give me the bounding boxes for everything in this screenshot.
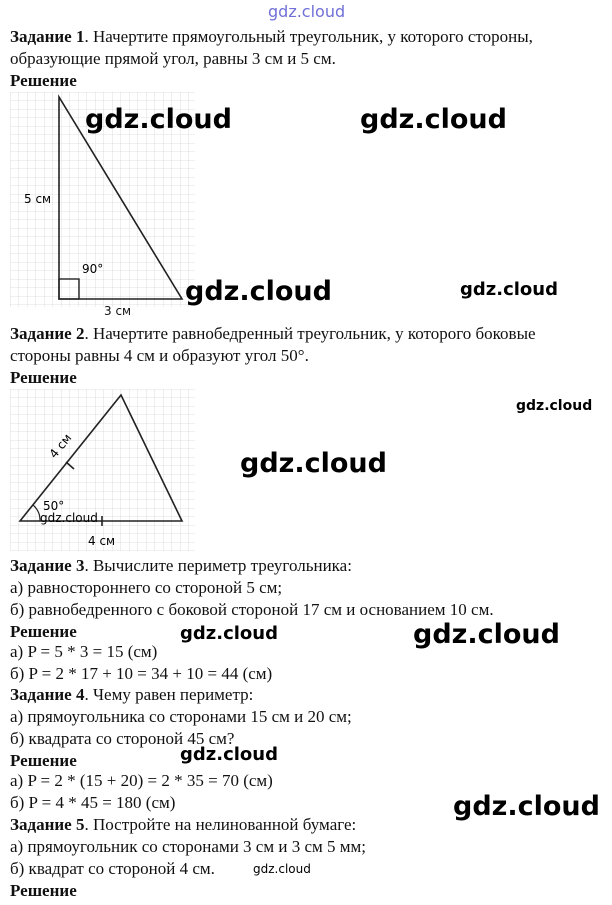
task4-solution-a: а) P = 2 * (15 + 20) = 2 * 35 = 70 (см): [10, 771, 273, 790]
task1-side-b-label: 3 см: [104, 304, 132, 318]
task2-solution-heading: Решение: [10, 368, 77, 387]
base-label: 4 см: [88, 534, 116, 548]
angle-label: 90°: [82, 262, 104, 276]
task4-solution-b: б) P = 4 * 45 = 180 (см): [10, 793, 176, 812]
task3-solution-a: а) P = 5 * 3 = 15 (см): [10, 642, 158, 661]
side-a-label: 5 см: [24, 192, 52, 206]
task4-b: б) квадрата со стороной 45 см?: [10, 729, 235, 748]
task5-solution-heading: Решение: [10, 881, 77, 900]
watermark: gdz.cloud: [180, 623, 278, 644]
task1-solution-heading: Решение: [10, 71, 77, 90]
top-watermark: gdz.cloud: [268, 2, 346, 21]
watermark: gdz.cloud: [40, 511, 98, 525]
watermark: gdz.cloud: [185, 276, 332, 307]
watermark: gdz.cloud: [360, 104, 507, 135]
watermark: gdz.cloud: [453, 791, 600, 822]
task5-a: а) прямоугольник со сторонами 3 см и 3 см 5 мм;: [10, 837, 366, 856]
task3-solution-heading: Решение: [10, 622, 77, 641]
task1-line2: образующие прямой угол, равны 3 см и 5 см.: [10, 49, 336, 68]
watermark: gdz.cloud: [85, 104, 232, 135]
watermark: gdz.cloud: [180, 744, 278, 765]
angle-label: 50°: [43, 499, 65, 513]
task4-solution-heading: Решение: [10, 751, 77, 770]
task4-a: а) прямоугольника со сторонами 15 см и 20 см;: [10, 707, 352, 726]
watermark: gdz.cloud: [516, 398, 593, 414]
task3-a: а) равностороннего со стороной 5 см;: [10, 578, 283, 597]
watermark: gdz.cloud: [240, 448, 387, 479]
task3-solution-b: б) P = 2 * 17 + 10 = 34 + 10 = 44 (см): [10, 664, 273, 683]
watermark: gdz.cloud: [253, 862, 311, 876]
task5-line1: Задание 5. Постройте на нелинованной бумаге:: [10, 815, 357, 834]
side-label: 4 см: [46, 431, 75, 461]
task1-line1: Задание 1. Начертите прямоугольный треугольник, у которого стороны,: [10, 27, 533, 46]
watermark: gdz.cloud: [413, 619, 560, 650]
task4-line1: Задание 4. Чему равен периметр:: [10, 685, 254, 704]
task3-line1: Задание 3. Вычислите периметр треугольника:: [10, 556, 352, 575]
task2-line1: Задание 2. Начертите равнобедренный треугольник, у которого боковые: [10, 324, 536, 343]
watermark: gdz.cloud: [460, 279, 558, 300]
task3-b: б) равнобедренного с боковой стороной 17 см и основанием 10 см.: [10, 600, 494, 619]
task2-line2: стороны равны 4 см и образуют угол 50°.: [10, 346, 309, 365]
task5-b: б) квадрат со стороной 4 см.: [10, 859, 215, 878]
task2-figure: [10, 389, 195, 551]
